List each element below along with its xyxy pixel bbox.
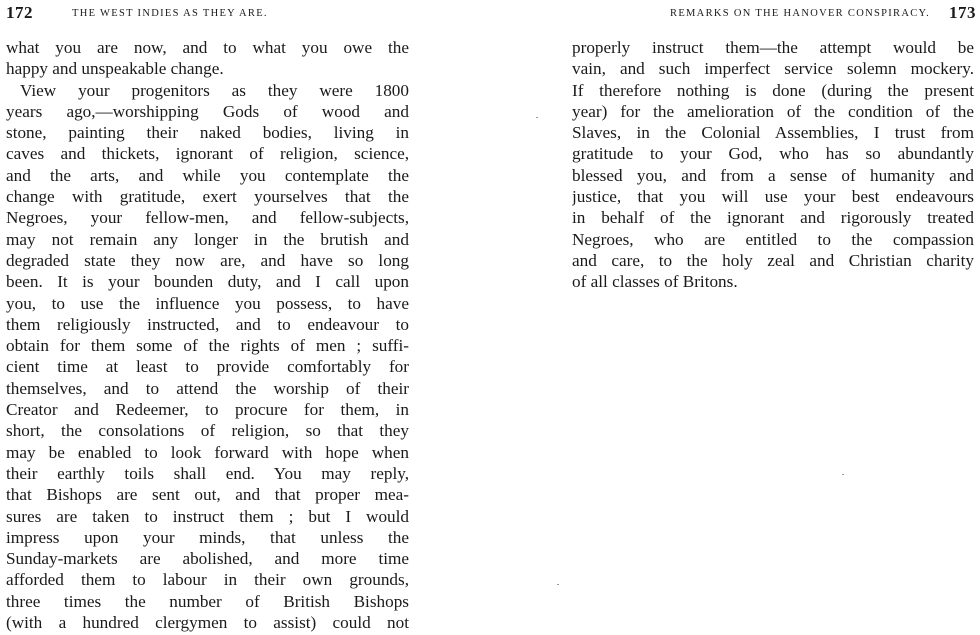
- text-line: three times the number of British Bishops: [6, 591, 409, 611]
- text-line: change with gratitude, exert yourselves that the: [6, 187, 409, 207]
- text-line: gratitude to your God, who has so abundantly: [572, 144, 974, 164]
- text-line: View your progenitors as they were 1800: [20, 80, 409, 100]
- text-line: vain, and such imperfect service solemn mockery.: [572, 59, 974, 79]
- text-line: themselves, and to attend the worship of their: [6, 378, 409, 398]
- text-line: Sunday-markets are abolished, and more time: [6, 549, 409, 569]
- text-line: cient time at least to provide comfortably for: [6, 357, 409, 377]
- text-line: afforded them to labour in their own grounds,: [6, 570, 409, 590]
- text-line: in behalf of the ignorant and rigorously treated: [572, 208, 974, 228]
- left-page-number: 172: [6, 3, 33, 22]
- text-line: caves and thickets, ignorant of religion, science,: [6, 144, 409, 164]
- text-line: you, to use the influence you possess, to have: [6, 293, 409, 313]
- text-line: year) for the amelioration of the condition of the: [572, 101, 974, 121]
- left-running-head-title: THE WEST INDIES AS THEY ARE.: [72, 8, 268, 19]
- text-line: If therefore nothing is done (during the present: [572, 80, 974, 100]
- right-text-block: [572, 37, 974, 293]
- right-page: [560, 0, 980, 635]
- text-line: (with a hundred clergymen to assist) could not: [6, 613, 409, 633]
- text-line: Creator and Redeemer, to procure for them, in: [6, 400, 409, 420]
- text-line: years ago,—worshipping Gods of wood and: [6, 101, 409, 121]
- text-line: obtain for them some of the rights of men ; suffi-: [6, 336, 409, 356]
- text-line: may not remain any longer in the brutish and: [6, 229, 409, 249]
- left-running-head: [6, 3, 418, 25]
- text-line: justice, that you will use your best endeavours: [572, 187, 974, 207]
- text-line: and the arts, and while you contemplate the: [6, 165, 409, 185]
- paper-speck: [557, 584, 559, 585]
- text-line: stone, painting their naked bodies, living in: [6, 123, 409, 143]
- right-page-number: 173: [949, 3, 976, 22]
- text-line: Negroes, who are entitled to the compassion: [572, 229, 974, 249]
- text-line: degraded state they now are, and have so long: [6, 250, 409, 270]
- left-text-block: [6, 37, 409, 633]
- text-line: impress upon your minds, that unless the: [6, 527, 409, 547]
- text-line: happy and unspeakable change.: [6, 59, 224, 79]
- text-line: and care, to the holy zeal and Christian charity: [572, 250, 974, 270]
- paper-speck: [536, 117, 538, 118]
- text-line: their earthly toils shall end. You may reply,: [6, 463, 409, 483]
- text-line: sures are taken to instruct them ; but I would: [6, 506, 409, 526]
- text-line: blessed you, and from a sense of humanity and: [572, 165, 974, 185]
- right-running-head-title: REMARKS ON THE HANOVER CONSPIRACY.: [670, 8, 930, 19]
- text-line: of all classes of Britons.: [572, 272, 738, 292]
- text-line: Negroes, your fellow-men, and fellow-subjects,: [6, 208, 409, 228]
- text-line: Slaves, in the Colonial Assemblies, I trust from: [572, 123, 974, 143]
- text-line: properly instruct them—the attempt would be: [572, 38, 974, 57]
- text-line: that Bishops are sent out, and that proper mea-: [6, 485, 409, 505]
- text-line: them religiously instructed, and to endeavour to: [6, 314, 409, 334]
- paper-speck: [842, 474, 844, 475]
- text-line: may be enabled to look forward with hope when: [6, 442, 409, 462]
- right-running-head: [566, 3, 978, 25]
- text-line: short, the consolations of religion, so that they: [6, 421, 409, 441]
- text-line: been. It is your bounden duty, and I call upon: [6, 272, 409, 292]
- text-line: what you are now, and to what you owe the: [6, 38, 409, 57]
- left-page: [0, 0, 420, 635]
